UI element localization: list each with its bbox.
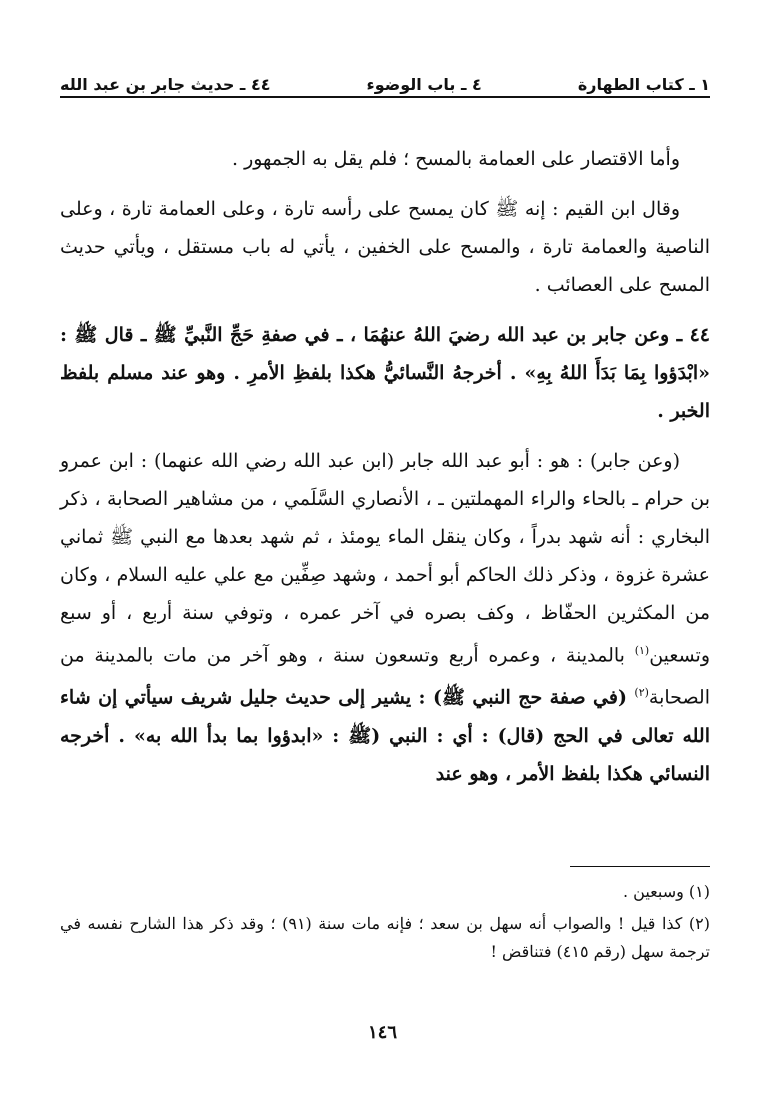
footnote-1: (١) وسبعين .: [622, 882, 710, 901]
footnote-ref-1: (١): [634, 644, 650, 657]
page-number: ١٤٦: [367, 1022, 397, 1043]
header-hadith-title: ٤٤ ـ حديث جابر بن عبد الله: [60, 75, 271, 94]
footnote-divider: [570, 866, 710, 867]
commentary-part-b: بالمدينة ، وعمره أربع وتسعون سنة ، وهو آخر من مات بالمدينة من الصحابة: [60, 644, 710, 709]
main-text: [60, 140, 710, 805]
commentary-paragraph: [60, 442, 710, 793]
commentary-part-c: (في صفة حج النبي ﷺ) : يشير إلى حديث جليل شريف سيأتي إن شاء الله تعالى في الحج (قال) : أي : النبي (ﷺ : «ابدؤوا بما بدأ الله به» . أخرجه النسائي هكذا بلفظ الأمر ، وهو عند: [60, 686, 710, 785]
header-book-title: ١ ـ كتاب الطهارة: [577, 75, 710, 94]
footnotes: [60, 878, 710, 970]
commentary-part-a: (وعن جابر) : هو : أبو عبد الله جابر (ابن عبد الله رضي الله عنهما) : ابن عمرو بن حرام ـ بالحاء والراء المهملتين ـ ، الأنصاري السَّلَمي ، من مشاهير الصحابة ، ذكر البخاري : أنه شهد بدراً ، وكان ينقل الماء يومئذ ، ثم شهد بعدها مع النبي ﷺ ثماني عشرة غزوة ، وذكر ذلك الحاكم أبو أحمد ، وشهد صِفِّين مع علي عليه السلام ، وكان من المكثرين الحفّاظ ، وكف بصره في آخر عمره ، وتوفي سنة أربع ، أو سبع وتسعين: [60, 450, 710, 667]
running-header: [60, 58, 710, 98]
paragraph-2: وقال ابن القيم : إنه ﷺ كان يمسح على رأسه تارة ، وعلى العمامة تارة ، وعلى الناصية والعمامة تارة ، والمسح على الخفين ، يأتي له باب مستقل ، ويأتي حديث المسح على العصائب .: [60, 198, 710, 296]
paragraph-1: وأما الاقتصار على العمامة بالمسح ؛ فلم يقل به الجمهور .: [231, 148, 680, 170]
header-chapter-title: ٤ ـ باب الوضوء: [366, 75, 482, 94]
footnote-ref-2: (٢): [634, 686, 649, 700]
hadith-text: ٤٤ ـ وعن جابر بن عبد الله رضيَ اللهُ عنهُمَا ، ـ في صفةِ حَجِّ النَّبيِّ ﷺ ـ قال ﷺ : «ابْدَؤوا بِمَا بَدَأَ اللهُ بِهِ» . أخرجهُ النَّسائيُّ هكذا بلفظِ الأمرِ . وهو عند مسلم بلفظ الخبر .: [60, 324, 710, 422]
header-divider: [60, 96, 710, 98]
footnote-2: (٢) كذا قيل ! والصواب أنه سهل بن سعد ؛ فإنه مات سنة (٩١) ؛ وقد ذكر هذا الشارح نفسه في ترجمة سهل (رقم ٤١٥) فتناقض !: [60, 914, 710, 961]
